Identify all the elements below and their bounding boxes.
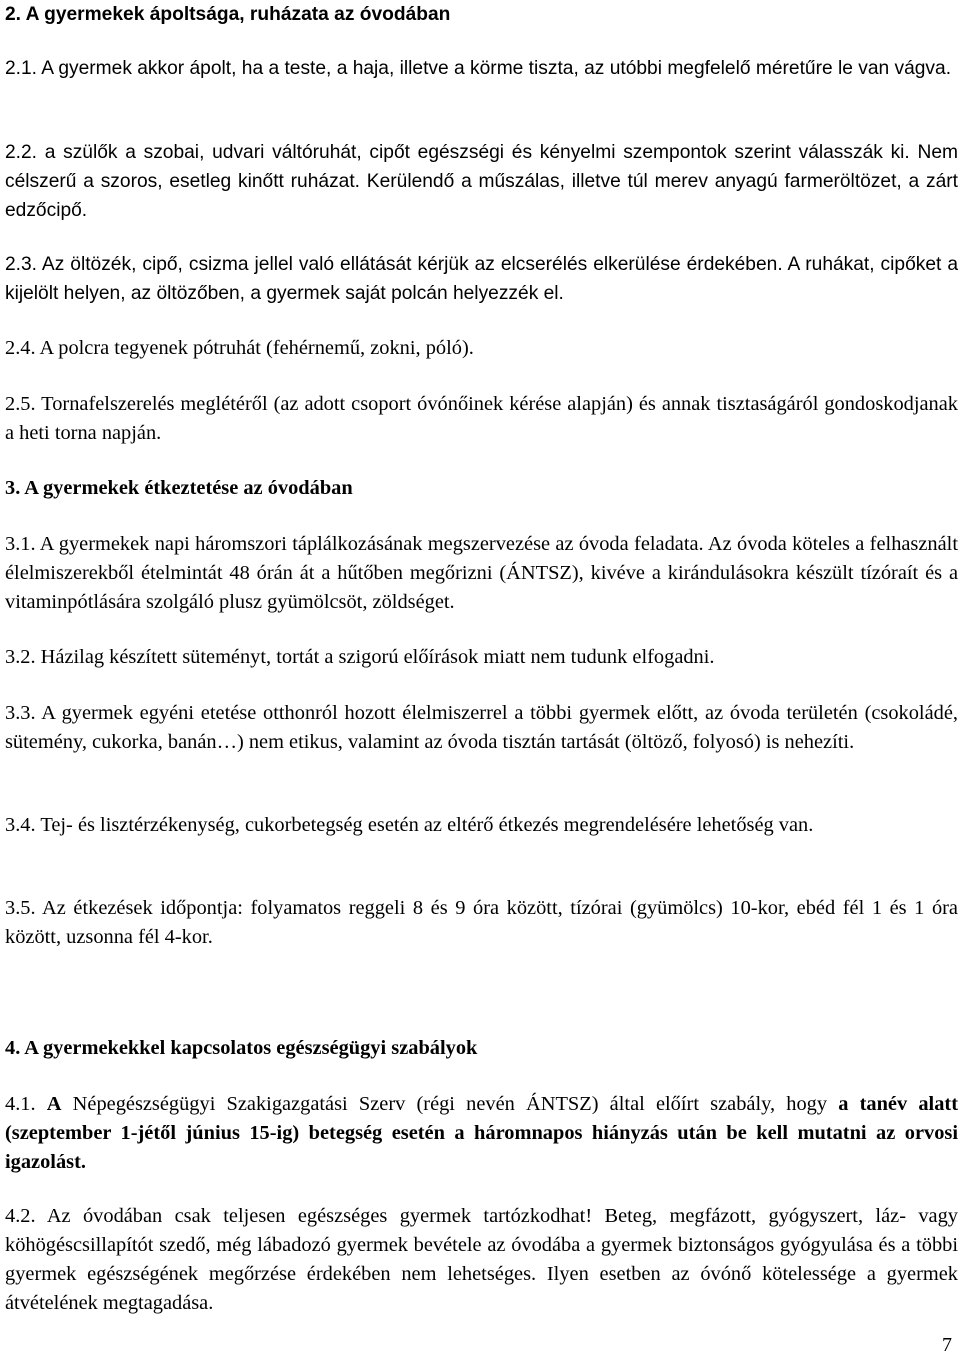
paragraph-3-1: 3.1. A gyermekek napi háromszori táplálkozásának megszervezése az óvoda feladata. Az óvoda köteles a felhasznált élelmiszerekből ételmintát 48 órán át a hűtőben megőrizni (ÁNTSZ), kivéve a kirándulásokra készült tízóraít és a vitaminpótlására szolgáló plusz gyümölcsöt, zöldséget. bbox=[5, 533, 958, 613]
section-3-title: 3. A gyermekek étkeztetése az óvodában bbox=[5, 477, 353, 499]
paragraph-2-2: 2.2. a szülők a szobai, udvari váltóruhát, cipőt egészségi és kényelmi szempontok szerint válasszák ki. Nem célszerű a szoros, esetleg kinőtt ruházat. Kerülendő a műszálas, illetve túl merev anyagú farmeröltözet, a zárt edzőcipő. bbox=[5, 142, 958, 221]
paragraph-4-1-article: A bbox=[46, 1093, 62, 1115]
paragraph-4-2: 4.2. Az óvodában csak teljesen egészséges gyermek tartózkodhat! Beteg, megfázott, gyógyszert, láz- vagy köhögéscsillapítót szedő, még lábadozó gyermek bevétele az óvodába a gyermek biztonságos gyógyulása és a többi gyermek egészségének megőrzése érdekében nem lehetséges. Ilyen esetben az óvónő kötelessége a gyermek átvételének megtagadása. bbox=[5, 1205, 958, 1314]
page-number: 7 bbox=[942, 1334, 952, 1356]
paragraph-4-1-text: Népegészségügyi Szakigazgatási Szerv (régi nevén ÁNTSZ) által előírt szabály, hogy bbox=[61, 1093, 839, 1115]
section-4-title: 4. A gyermekekkel kapcsolatos egészségügyi szabályok bbox=[5, 1037, 478, 1059]
section-2-title: 2. A gyermekek ápoltsága, ruházata az óvodában bbox=[5, 4, 451, 25]
paragraph-3-5: 3.5. Az étkezések időpontja: folyamatos reggeli 8 és 9 óra között, tízórai (gyümölcs) 10-kor, ebéd fél 1 és 1 óra között, uzsonna fél 4-kor. bbox=[5, 897, 958, 948]
paragraph-2-3: 2.3. Az öltözék, cipő, csizma jellel való ellátását kérjük az elcserélés elkerülése érdekében. A ruhákat, cipőket a kijelölt helyen, az öltözőben, a gyermek saját polcán helyezzék el. bbox=[5, 254, 958, 304]
paragraph-3-2: 3.2. Házilag készített süteményt, tortát a szigorú előírások miatt nem tudunk elfogadni. bbox=[5, 646, 715, 668]
paragraph-3-4: 3.4. Tej- és lisztérzékenység, cukorbetegség esetén az eltérő étkezés megrendelésére lehetőség van. bbox=[5, 814, 814, 836]
paragraph-4-1 bbox=[5, 1090, 958, 1177]
paragraph-2-1: 2.1. A gyermek akkor ápolt, ha a teste, a haja, illetve a körme tiszta, az utóbbi megfelelő méretűre le van vágva. bbox=[5, 58, 952, 79]
paragraph-2-4: 2.4. A polcra tegyenek pótruhát (fehérnemű, zokni, póló). bbox=[5, 337, 474, 359]
paragraph-3-3: 3.3. A gyermek egyéni etetése otthonról hozott élelmiszerrel a többi gyermek előtt, az óvoda területén (csokoládé, sütemény, cukorka, banán…) nem etikus, valamint az óvoda tisztán tartását (öltöző, folyosó) is nehezíti. bbox=[5, 702, 958, 753]
paragraph-2-5: 2.5. Tornafelszerelés meglétéről (az adott csoport óvónőinek kérése alapján) és annak tisztaságáról gondoskodjanak a heti torna napján. bbox=[5, 393, 958, 444]
paragraph-4-1-number: 4.1. bbox=[5, 1093, 47, 1115]
paragraph-4-1-bold-rule: a tanév alatt (szeptember 1-jétől június 15-ig) betegség esetén a háromnapos hiányzás után be kell mutatni az orvosi igazolást. bbox=[5, 1093, 958, 1173]
